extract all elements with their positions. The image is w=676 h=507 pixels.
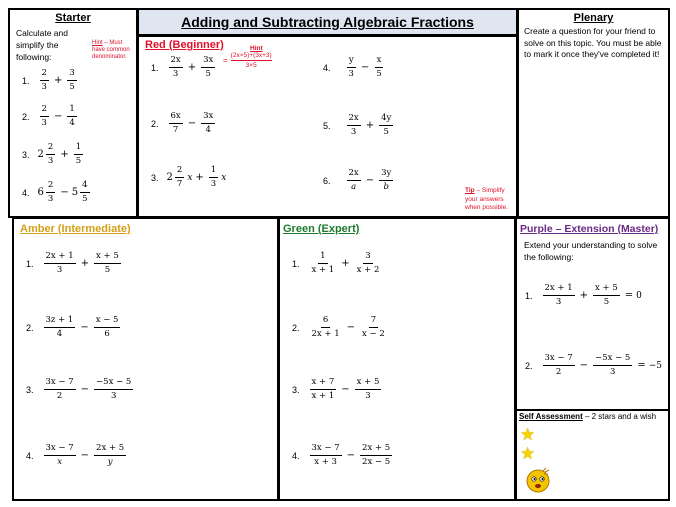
numerator: 4y — [379, 113, 393, 126]
fraction — [374, 55, 383, 80]
red-tip-text: – Simplify your answers when possible. — [465, 187, 508, 211]
question-number: 1. — [525, 290, 533, 301]
numerator: x + 7 — [310, 377, 337, 390]
red-hint-label: Hint — [250, 45, 263, 52]
denominator: 4 — [205, 125, 211, 135]
thinking-face-icon — [525, 467, 551, 493]
operator: + — [187, 62, 197, 73]
red-question-5 — [323, 113, 395, 138]
fraction — [593, 283, 620, 308]
numerator: 3 — [67, 68, 76, 81]
numerator: 2x + 5 — [94, 443, 126, 456]
fraction — [310, 443, 342, 468]
numerator: 2 — [40, 104, 49, 117]
denominator: 5 — [69, 82, 75, 92]
denominator: 3 — [348, 69, 354, 79]
question-number: 3. — [292, 384, 300, 395]
numerator: 2x — [347, 168, 361, 181]
purple-panel — [515, 217, 670, 411]
denominator: 3 — [56, 265, 63, 275]
starter-question-3 — [22, 142, 85, 167]
red-hint-equals: = — [223, 56, 228, 65]
numerator: 1 — [67, 104, 76, 117]
numerator: −5x − 5 — [94, 377, 133, 390]
fraction — [44, 443, 76, 468]
question-number: 4. — [292, 450, 300, 461]
question-number: 2. — [22, 111, 30, 122]
operator: − — [360, 62, 370, 73]
page-title: Adding and Subtracting Algebraic Fractions — [181, 14, 474, 30]
fraction — [169, 111, 183, 136]
purple-heading: Purple – Extension (Master) — [520, 223, 659, 235]
fraction — [310, 251, 337, 276]
numerator: x − 5 — [94, 315, 121, 328]
denominator: x + 1 — [311, 391, 335, 401]
operator: + — [365, 120, 375, 131]
red-hint-denominator: 3×5 — [245, 62, 257, 69]
question-number: 4. — [22, 187, 30, 198]
right-hand-side: −5 — [648, 360, 662, 371]
question-number: 3. — [151, 172, 159, 183]
denominator: 5 — [603, 297, 610, 307]
denominator: x + 3 — [314, 457, 337, 467]
denominator: 3 — [350, 127, 357, 137]
denominator: 3 — [41, 82, 47, 92]
denominator: 3 — [365, 391, 371, 401]
starter-hint — [92, 40, 136, 61]
fraction — [40, 104, 49, 129]
question-number: 3. — [26, 384, 34, 395]
purple-question-2 — [525, 353, 662, 378]
operator: − — [346, 450, 356, 461]
denominator: 3 — [110, 391, 117, 401]
fraction — [379, 113, 393, 138]
self-assessment-label: Self Assessment — [519, 412, 583, 421]
plenary-text: Create a question for your friend to solve on this topic. You must be able to mark it once they've completed it! — [524, 26, 662, 59]
self-assessment-text: – 2 stars and a wish — [582, 412, 657, 421]
denominator: 6 — [104, 329, 110, 339]
denominator: 3 — [47, 194, 54, 204]
denominator: 2 — [555, 367, 562, 377]
plenary-heading: Plenary — [573, 12, 614, 24]
numerator: 2x — [347, 113, 361, 126]
numerator: 6 — [321, 315, 330, 328]
purple-instructions: Extend your understanding to solve the following: — [524, 240, 658, 262]
question-number: 6. — [323, 175, 331, 186]
equals-sign: = — [624, 290, 634, 301]
denominator: x — [57, 457, 62, 467]
numerator: 1 — [74, 142, 83, 155]
red-hint — [223, 45, 272, 69]
amber-question-4 — [26, 443, 128, 468]
fraction — [355, 251, 382, 276]
purple-question-1 — [525, 283, 642, 308]
denominator: 5 — [376, 69, 382, 79]
starter-question-1 — [22, 68, 79, 93]
denominator: 5 — [82, 194, 88, 204]
fraction — [310, 315, 342, 340]
operator: − — [579, 360, 589, 371]
operator: + — [341, 258, 350, 269]
green-question-4 — [292, 443, 394, 468]
operator: − — [341, 384, 350, 395]
denominator: 7 — [172, 125, 179, 135]
amber-question-1 — [26, 251, 123, 276]
operator: + — [579, 290, 589, 301]
operator: + — [60, 149, 69, 160]
fraction — [169, 55, 183, 80]
operator: + — [195, 172, 204, 183]
fraction — [46, 180, 55, 205]
denominator: x + 1 — [311, 265, 335, 275]
red-heading: Red (Beginner) — [145, 39, 224, 51]
question-number: 2. — [525, 360, 533, 371]
numerator: 3x − 7 — [44, 443, 76, 456]
denominator: 4 — [56, 329, 63, 339]
numerator: 4 — [80, 180, 89, 193]
denominator: 3 — [172, 69, 179, 79]
green-question-2 — [292, 315, 389, 340]
plenary-panel — [517, 8, 670, 218]
red-question-1 — [151, 55, 217, 80]
starter-hint-label: Hint — [92, 40, 103, 46]
fraction — [347, 55, 356, 80]
numerator: x + 5 — [593, 283, 620, 296]
denominator: x + 2 — [356, 265, 380, 275]
numerator: 3x − 7 — [310, 443, 342, 456]
fraction — [543, 283, 575, 308]
question-number: 5. — [323, 120, 331, 131]
fraction — [201, 55, 215, 80]
denominator: b — [383, 182, 389, 192]
variable: x — [221, 172, 227, 183]
fraction — [355, 377, 382, 402]
question-number: 2. — [151, 118, 159, 129]
variable: x — [187, 172, 193, 183]
whole-number: 6 — [37, 187, 44, 198]
fraction — [310, 377, 337, 402]
fraction — [209, 165, 218, 190]
numerator: 2 — [46, 180, 55, 193]
operator: − — [53, 111, 63, 122]
green-panel — [278, 217, 516, 501]
denominator: 5 — [383, 127, 389, 137]
numerator: 2x + 1 — [44, 251, 76, 264]
fraction — [94, 315, 121, 340]
denominator: 5 — [75, 156, 82, 166]
red-question-6 — [323, 168, 395, 193]
right-hand-side: 0 — [636, 290, 642, 301]
red-tip-label: Tip — [465, 187, 475, 194]
fraction — [360, 315, 387, 340]
starter-heading: Starter — [55, 12, 91, 24]
numerator: 3y — [379, 168, 393, 181]
fraction — [347, 168, 361, 193]
numerator: 2x + 1 — [543, 283, 575, 296]
denominator: 3 — [609, 367, 616, 377]
numerator: 2 — [46, 142, 55, 155]
denominator: 3 — [555, 297, 562, 307]
question-number: 4. — [323, 62, 331, 73]
whole-number: 2 — [166, 172, 173, 183]
fraction — [67, 68, 76, 93]
denominator: 3 — [210, 179, 217, 189]
green-question-3 — [292, 377, 383, 402]
starter-panel — [8, 8, 138, 218]
amber-heading: Amber (Intermediate) — [20, 223, 131, 235]
self-assessment-heading — [519, 412, 656, 421]
numerator: 2 — [175, 165, 184, 178]
fraction — [94, 377, 133, 402]
denominator: 3 — [47, 156, 54, 166]
numerator: 3x − 7 — [543, 353, 575, 366]
red-question-4 — [323, 55, 386, 80]
denominator: 5 — [205, 69, 211, 79]
operator: − — [346, 322, 356, 333]
whole-number: 5 — [71, 187, 79, 198]
numerator: 7 — [369, 315, 378, 328]
denominator: 2x + 1 — [311, 329, 340, 339]
question-number: 3. — [22, 149, 30, 160]
numerator: 1 — [318, 251, 327, 264]
star-icon: ★ — [520, 425, 536, 444]
red-question-2 — [151, 111, 217, 136]
starter-hint-text: – Must have common denominator. — [92, 40, 130, 60]
operator: + — [53, 75, 63, 86]
numerator: x + 5 — [355, 377, 382, 390]
amber-panel — [12, 217, 279, 501]
numerator: 3x — [201, 111, 215, 124]
red-panel — [137, 35, 518, 218]
amber-question-2 — [26, 315, 122, 340]
denominator: x − 2 — [362, 329, 385, 339]
fraction — [94, 251, 121, 276]
whole-number: 2 — [37, 149, 44, 160]
denominator: 2x − 5 — [362, 457, 391, 467]
denominator: y — [107, 457, 113, 467]
fraction — [201, 111, 215, 136]
operator: + — [80, 258, 90, 269]
operator: − — [187, 118, 197, 129]
fraction — [44, 377, 76, 402]
green-question-1 — [292, 251, 383, 276]
denominator: 4 — [69, 118, 75, 128]
fraction — [46, 142, 55, 167]
title-bar — [137, 8, 518, 36]
fraction — [44, 315, 76, 340]
red-question-3 — [151, 165, 226, 190]
fraction — [67, 104, 76, 129]
question-number: 2. — [26, 322, 34, 333]
fraction — [593, 353, 632, 378]
denominator: 2 — [56, 391, 63, 401]
numerator: 3x — [201, 55, 215, 68]
fraction — [543, 353, 575, 378]
fraction — [175, 165, 184, 190]
operator: − — [80, 322, 89, 333]
numerator: 2x — [169, 55, 183, 68]
question-number: 1. — [292, 258, 300, 269]
numerator: 2 — [40, 68, 49, 81]
fraction — [44, 251, 76, 276]
green-heading: Green (Expert) — [283, 223, 360, 235]
denominator: a — [351, 182, 357, 192]
question-number: 2. — [292, 322, 300, 333]
numerator: x + 5 — [94, 251, 121, 264]
fraction — [347, 113, 361, 138]
fraction — [74, 142, 83, 167]
amber-question-3 — [26, 377, 135, 402]
operator: − — [365, 175, 375, 186]
operator: − — [60, 187, 69, 198]
numerator: x — [375, 55, 384, 68]
numerator: 1 — [209, 165, 218, 178]
star-icon: ★ — [520, 444, 536, 463]
fraction — [94, 443, 126, 468]
equals-sign: = — [637, 360, 646, 371]
question-number: 4. — [26, 450, 34, 461]
denominator: 5 — [104, 265, 111, 275]
numerator: y — [347, 55, 356, 68]
operator: − — [80, 450, 90, 461]
numerator: 6x — [169, 111, 183, 124]
red-hint-numerator: (2x×5)+(3x+3) — [230, 52, 272, 59]
numerator: 3x − 7 — [44, 377, 76, 390]
denominator: 7 — [176, 179, 183, 189]
denominator: 3 — [41, 118, 47, 128]
self-assessment-panel — [515, 409, 670, 501]
numerator: 2x + 5 — [360, 443, 392, 456]
question-number: 1. — [22, 75, 30, 86]
fraction — [40, 68, 49, 93]
question-number: 1. — [151, 62, 159, 73]
fraction — [80, 180, 89, 205]
red-tip — [465, 187, 518, 213]
starter-question-4 — [22, 180, 92, 205]
question-number: 1. — [26, 258, 34, 269]
numerator: −5x − 5 — [593, 353, 632, 366]
fraction — [360, 443, 392, 468]
operator: − — [80, 384, 90, 395]
numerator: 3z + 1 — [44, 315, 76, 328]
fraction — [379, 168, 393, 193]
numerator: 3 — [363, 251, 372, 264]
starter-question-2 — [22, 104, 79, 129]
starter-instructions: Calculate and simplify the following: — [16, 28, 68, 62]
